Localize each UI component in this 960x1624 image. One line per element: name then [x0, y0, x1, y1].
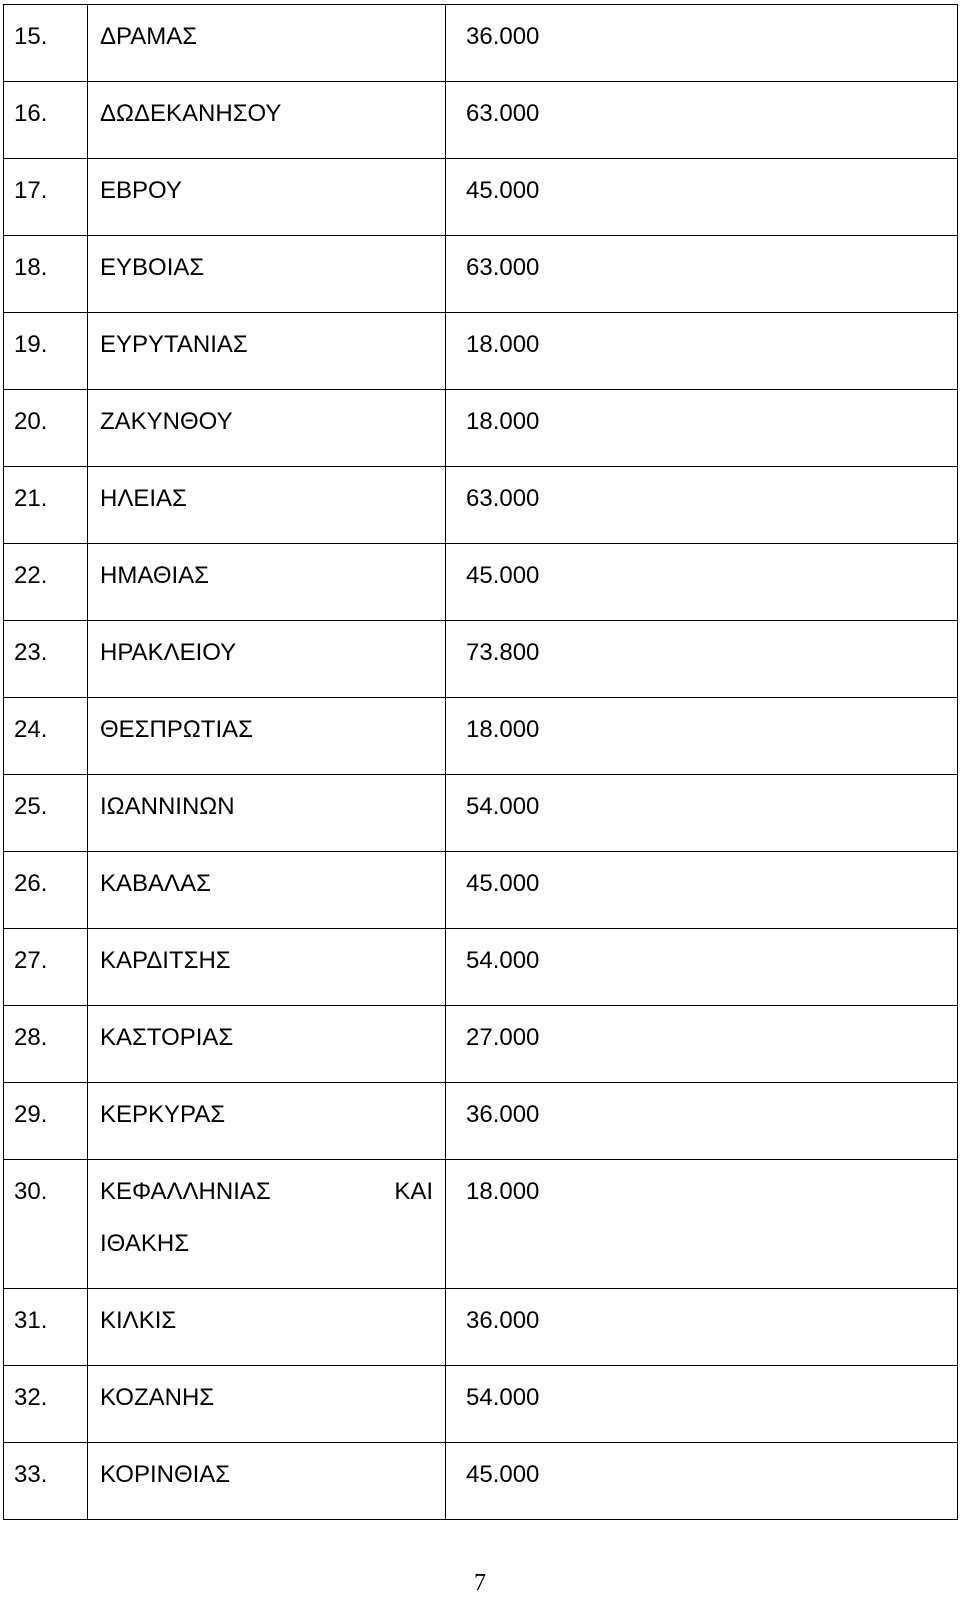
prefecture-name	[88, 775, 446, 852]
row-number	[4, 775, 88, 852]
amount-value-text: 36.000	[466, 1101, 540, 1128]
amount-value-text: 63.000	[466, 100, 540, 127]
amount-value	[446, 467, 958, 544]
row-number-text: 26.	[14, 870, 48, 897]
amount-value-text: 54.000	[466, 793, 540, 820]
amount-value-text: 45.000	[466, 177, 540, 204]
prefecture-name-part-a: ΚΕΦΑΛΛΗΝΙΑΣ	[100, 1178, 271, 1205]
prefecture-name-part-b: ΚΑΙ	[394, 1178, 433, 1205]
prefecture-name-line-1	[100, 1166, 433, 1218]
amount-value-text: 45.000	[466, 870, 540, 897]
prefecture-name-text: ΕΒΡΟΥ	[100, 177, 182, 204]
table-row	[4, 236, 958, 313]
amount-value-text: 36.000	[466, 1307, 540, 1334]
row-number	[4, 313, 88, 390]
table-row	[4, 698, 958, 775]
row-number-text: 33.	[14, 1461, 48, 1488]
row-number	[4, 852, 88, 929]
row-number-text: 23.	[14, 639, 48, 666]
row-number-text: 32.	[14, 1384, 48, 1411]
row-number	[4, 236, 88, 313]
prefecture-name-text: ΚΕΡΚΥΡΑΣ	[100, 1101, 226, 1128]
prefecture-name-text: ΔΩΔΕΚΑΝΗΣΟΥ	[100, 100, 282, 127]
prefecture-name-text: ΗΜΑΘΙΑΣ	[100, 562, 210, 589]
page-number: 7	[474, 1570, 486, 1596]
amount-value-text: 63.000	[466, 485, 540, 512]
table-row	[4, 544, 958, 621]
prefecture-name-text: ΙΩΑΝΝΙΝΩΝ	[100, 793, 235, 820]
row-number-text: 25.	[14, 793, 48, 820]
prefecture-name-text: ΕΥΒΟΙΑΣ	[100, 254, 205, 281]
prefecture-name	[88, 1006, 446, 1083]
amount-value-text: 45.000	[466, 562, 540, 589]
prefecture-name	[88, 236, 446, 313]
table-row	[4, 1443, 958, 1520]
amount-value	[446, 775, 958, 852]
row-number	[4, 159, 88, 236]
prefecture-name	[88, 1160, 446, 1289]
prefecture-name-text: ΗΡΑΚΛΕΙΟΥ	[100, 639, 237, 666]
row-number	[4, 544, 88, 621]
table-row	[4, 467, 958, 544]
prefecture-name	[88, 390, 446, 467]
amount-value-text: 36.000	[466, 23, 540, 50]
table-row	[4, 775, 958, 852]
amount-value	[446, 1006, 958, 1083]
row-number	[4, 1443, 88, 1520]
table-row	[4, 929, 958, 1006]
amount-value	[446, 1366, 958, 1443]
amount-value-text: 18.000	[466, 408, 540, 435]
row-number	[4, 929, 88, 1006]
row-number-text: 27.	[14, 947, 48, 974]
row-number	[4, 1160, 88, 1289]
prefecture-name	[88, 698, 446, 775]
amount-value	[446, 390, 958, 467]
table-row	[4, 1160, 958, 1289]
row-number	[4, 1366, 88, 1443]
row-number-text: 19.	[14, 331, 48, 358]
prefecture-name-text: ΔΡΑΜΑΣ	[100, 23, 198, 50]
row-number-text: 30.	[14, 1178, 48, 1205]
row-number	[4, 698, 88, 775]
amount-value	[446, 621, 958, 698]
row-number	[4, 1289, 88, 1366]
table-row	[4, 852, 958, 929]
row-number	[4, 467, 88, 544]
amount-value	[446, 1443, 958, 1520]
table-row	[4, 82, 958, 159]
row-number	[4, 621, 88, 698]
row-number-text: 17.	[14, 177, 48, 204]
table-row	[4, 390, 958, 467]
amount-value	[446, 82, 958, 159]
amount-value	[446, 1083, 958, 1160]
prefecture-name-text: ΚΙΛΚΙΣ	[100, 1307, 177, 1334]
amount-value-text: 27.000	[466, 1024, 540, 1051]
prefecture-name-text: ΗΛΕΙΑΣ	[100, 485, 187, 512]
amount-value	[446, 5, 958, 82]
amount-value	[446, 159, 958, 236]
row-number	[4, 5, 88, 82]
row-number-text: 18.	[14, 254, 48, 281]
prefecture-name-text: ΚΟΡΙΝΘΙΑΣ	[100, 1461, 231, 1488]
row-number-text: 16.	[14, 100, 48, 127]
amount-value-text: 73.800	[466, 639, 540, 666]
row-number-text: 15.	[14, 23, 48, 50]
prefecture-name	[88, 929, 446, 1006]
prefecture-name	[88, 852, 446, 929]
amount-value-text: 18.000	[466, 331, 540, 358]
prefecture-name-text: ΚΑΣΤΟΡΙΑΣ	[100, 1024, 234, 1051]
prefecture-name-text: ΚΑΒΑΛΑΣ	[100, 870, 211, 897]
table-row	[4, 1289, 958, 1366]
prefecture-name-text: ΚΟΖΑΝΗΣ	[100, 1384, 215, 1411]
prefecture-name	[88, 5, 446, 82]
amount-value	[446, 236, 958, 313]
amount-value	[446, 544, 958, 621]
prefecture-name-multiline	[100, 1160, 433, 1270]
amount-value-text: 54.000	[466, 1384, 540, 1411]
amount-value-text: 18.000	[466, 716, 540, 743]
amount-value	[446, 1160, 958, 1289]
prefecture-name	[88, 313, 446, 390]
table-row	[4, 1083, 958, 1160]
table-row	[4, 1366, 958, 1443]
amount-value	[446, 929, 958, 1006]
prefecture-name	[88, 1289, 446, 1366]
table-row	[4, 5, 958, 82]
amount-value-text: 63.000	[466, 254, 540, 281]
prefecture-name	[88, 1083, 446, 1160]
prefecture-name	[88, 467, 446, 544]
prefecture-name	[88, 621, 446, 698]
table-row	[4, 1006, 958, 1083]
prefecture-name-text: ΖΑΚΥΝΘΟΥ	[100, 408, 233, 435]
amount-value-text: 54.000	[466, 947, 540, 974]
amount-value	[446, 313, 958, 390]
row-number-text: 24.	[14, 716, 48, 743]
row-number-text: 28.	[14, 1024, 48, 1051]
amount-value-text: 18.000	[466, 1178, 540, 1205]
prefecture-name-line-2: ΙΘΑΚΗΣ	[100, 1230, 190, 1257]
row-number-text: 29.	[14, 1101, 48, 1128]
prefecture-name	[88, 1443, 446, 1520]
table-row	[4, 621, 958, 698]
row-number-text: 31.	[14, 1307, 48, 1334]
amount-value	[446, 1289, 958, 1366]
table-row	[4, 159, 958, 236]
prefecture-name-text: ΚΑΡΔΙΤΣΗΣ	[100, 947, 231, 974]
row-number-text: 20.	[14, 408, 48, 435]
row-number	[4, 1083, 88, 1160]
table-row	[4, 313, 958, 390]
prefecture-name	[88, 159, 446, 236]
row-number-text: 21.	[14, 485, 48, 512]
amount-value	[446, 852, 958, 929]
row-number	[4, 390, 88, 467]
prefecture-name	[88, 544, 446, 621]
amount-value-text: 45.000	[466, 1461, 540, 1488]
prefecture-name	[88, 1366, 446, 1443]
prefecture-name-text: ΕΥΡΥΤΑΝΙΑΣ	[100, 331, 248, 358]
row-number-text: 22.	[14, 562, 48, 589]
prefecture-name-text: ΘΕΣΠΡΩΤΙΑΣ	[100, 716, 253, 743]
prefecture-name	[88, 82, 446, 159]
amount-value	[446, 698, 958, 775]
prefecture-table	[3, 4, 958, 1520]
row-number	[4, 82, 88, 159]
row-number	[4, 1006, 88, 1083]
